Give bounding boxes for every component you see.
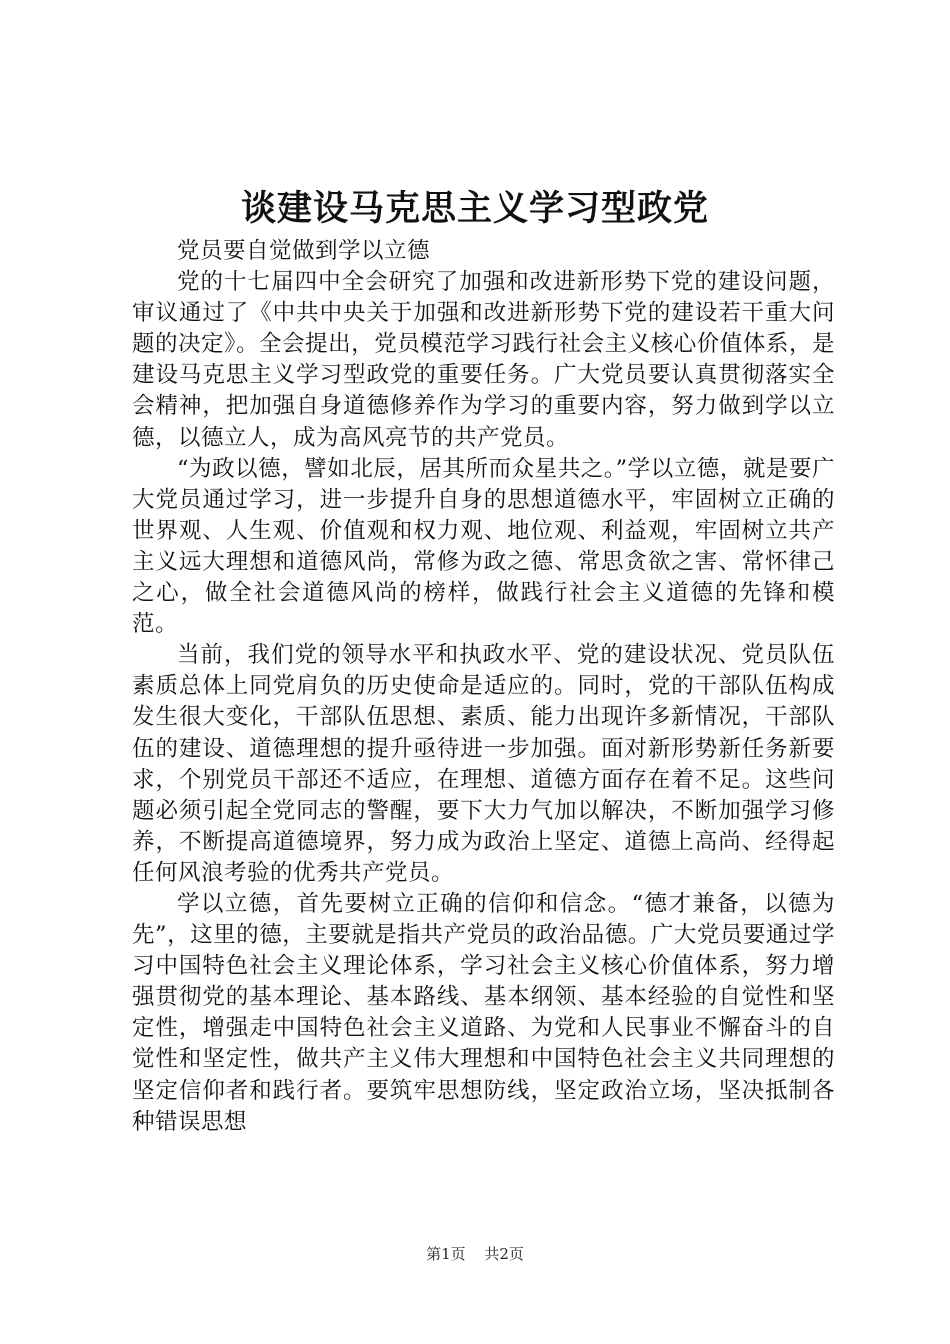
paragraph: 当前，我们党的领导水平和执政水平、党的建设状况、党员队伍素质总体上同党肩负的历史使命是适应的。同时，党的干部队伍构成发生很大变化，干部队伍思想、素质、能力出现许多新情况，干部队伍的建设、道德理想的提升亟待进一步加强。面对新形势新任务新要求，个别党员干部还不适应，在理想、道德方面存在着不足。这些问题必须引起全党同志的警醒，要下大力气加以解决，不断加强学习修养，不断提高道德境界，努力成为政治上坚定、道德上高尚、经得起任何风浪考验的优秀共产党员。: [132, 642, 835, 886]
paragraph-subheading: 党员要自觉做到学以立德: [177, 238, 431, 264]
paragraph: 学以立德，首先要树立正确的信仰和信念。“德才兼备，以德为先”，这里的德，主要就是指共产党员的政治品德。广大党员要通过学习中国特色社会主义理论体系，学习社会主义核心价值体系，努力增强贯彻党的基本理论、基本路线、基本纲领、基本经验的自觉性和坚定性，增强走中国特色社会主义道路、为党和人民事业不懈奋斗的自觉性和坚定性，做共产主义伟大理想和中国特色社会主义共同理想的坚定信仰者和践行者。要筑牢思想防线，坚定政治立场，坚决抵制各种错误思想: [132, 890, 835, 1135]
document-body: [132, 236, 835, 1138]
paragraph: 党的十七届四中全会研究了加强和改进新形势下党的建设问题，审议通过了《中共中央关于加强和改进新形势下党的建设若干重大问题的决定》。全会提出，党员模范学习践行社会主义核心价值体系，是建设马克思主义学习型政党的重要任务。广大党员要认真贯彻落实全会精神，把加强自身道德修养作为学习的重要内容，努力做到学以立德，以德立人，成为高风亮节的共产党员。: [132, 269, 835, 451]
page-number-total: 共2页: [484, 1245, 524, 1263]
page-footer: [0, 1244, 950, 1264]
paragraph: “为政以德，譬如北辰，居其所而众星共之。”学以立德，就是要广大党员通过学习，进一步提升自身的思想道德水平，牢固树立正确的世界观、人生观、价值观和权力观、地位观、利益观，牢固树立共产主义远大理想和道德风尚，常修为政之德、常思贪欲之害、常怀律己之心，做全社会道德风尚的榜样，做践行社会主义道德的先锋和模范。: [132, 455, 835, 638]
page-number-current: 第1页: [426, 1245, 466, 1263]
document-title: 谈建设马克思主义学习型政党: [240, 188, 709, 229]
